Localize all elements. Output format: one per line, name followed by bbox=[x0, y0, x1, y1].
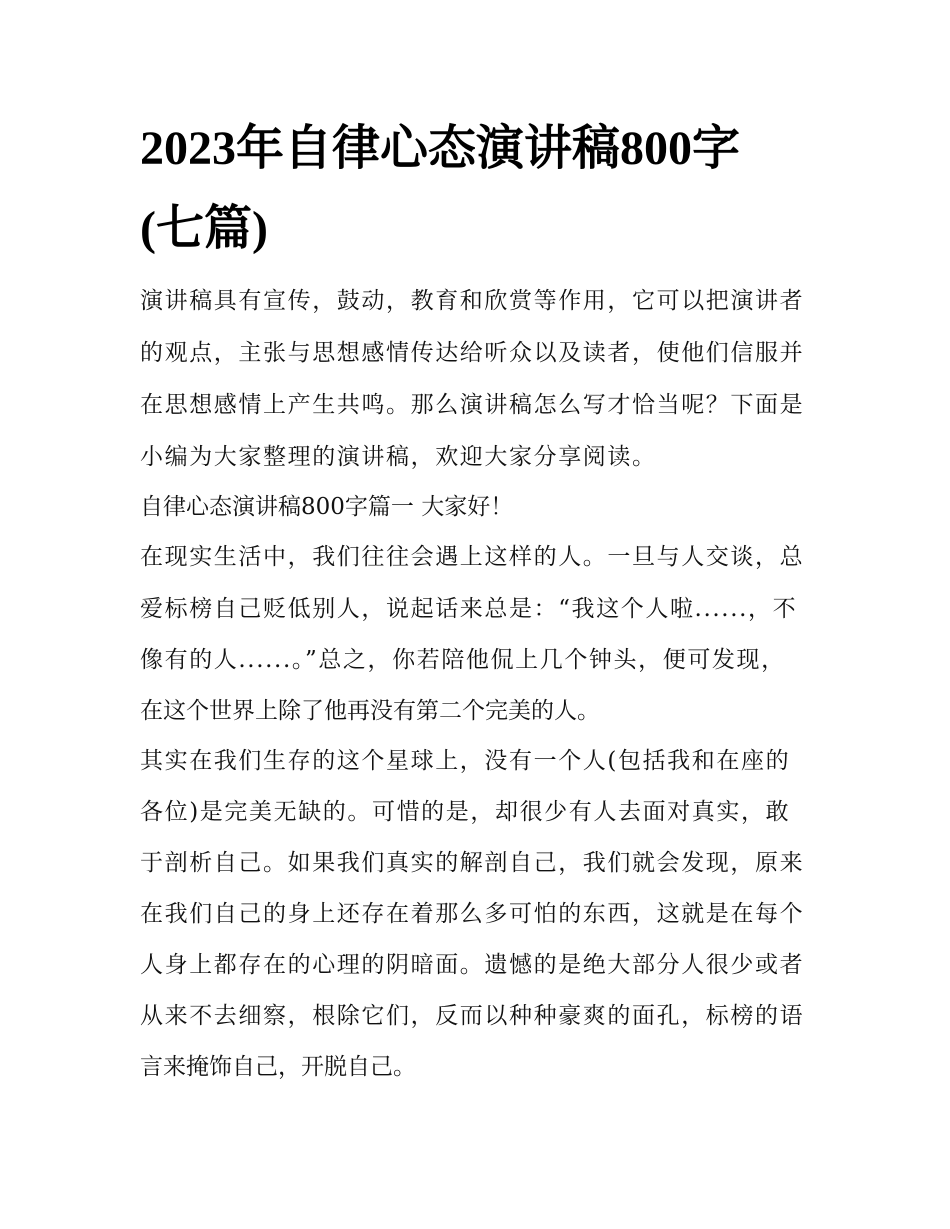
body-line: 于剖析自己。如果我们真实的解剖自己，我们就会发现，原来 bbox=[140, 850, 805, 876]
document-title-subtitle: (七篇) bbox=[140, 202, 268, 255]
document-title-line-2 bbox=[140, 200, 820, 257]
body-line: 从来不去细察，根除它们，反而以种种豪爽的面孔，标榜的语 bbox=[140, 1003, 805, 1029]
body-line: 像有的人......。”总之，你若陪他侃上几个钟头，便可发现， bbox=[140, 647, 786, 673]
body-line: 在我们自己的身上还存在着那么多可怕的东西，这就是在每个 bbox=[140, 901, 805, 927]
body-line: 言来掩饰自己，开脱自己。 bbox=[140, 1054, 416, 1080]
document-title-text: 2023年自律心态演讲稿800字 bbox=[140, 122, 741, 175]
body-line: 各位)是完美无缺的。可惜的是，却很少有人去面对真实，敢 bbox=[140, 799, 791, 825]
body-line: 在这个世界上除了他再没有第二个完美的人。 bbox=[140, 698, 600, 724]
body-line: 在现实生活中，我们往往会遇上这样的人。一旦与人交谈，总 bbox=[140, 544, 805, 570]
body-line: 的观点，主张与思想感情传达给听众以及读者，使他们信服并 bbox=[140, 340, 805, 366]
body-line: 人身上都存在的心理的阴暗面。遗憾的是绝大部分人很少或者 bbox=[140, 952, 805, 978]
body-line: 演讲稿具有宣传，鼓动，教育和欣赏等作用，它可以把演讲者 bbox=[140, 288, 805, 314]
body-line: 爱标榜自己贬低别人，说起话来总是：“我这个人啦......，不 bbox=[140, 596, 798, 622]
body-line: 在思想感情上产生共鸣。那么演讲稿怎么写才恰当呢？下面是 bbox=[140, 392, 805, 418]
body-line: 其实在我们生存的这个星球上，没有一个人(包括我和在座的 bbox=[140, 748, 791, 774]
body-line: 小编为大家整理的演讲稿，欢迎大家分享阅读。 bbox=[140, 444, 657, 470]
document-title-line-1 bbox=[140, 120, 820, 177]
section-heading: 自律心态演讲稿800字篇一 大家好！ bbox=[140, 494, 514, 520]
